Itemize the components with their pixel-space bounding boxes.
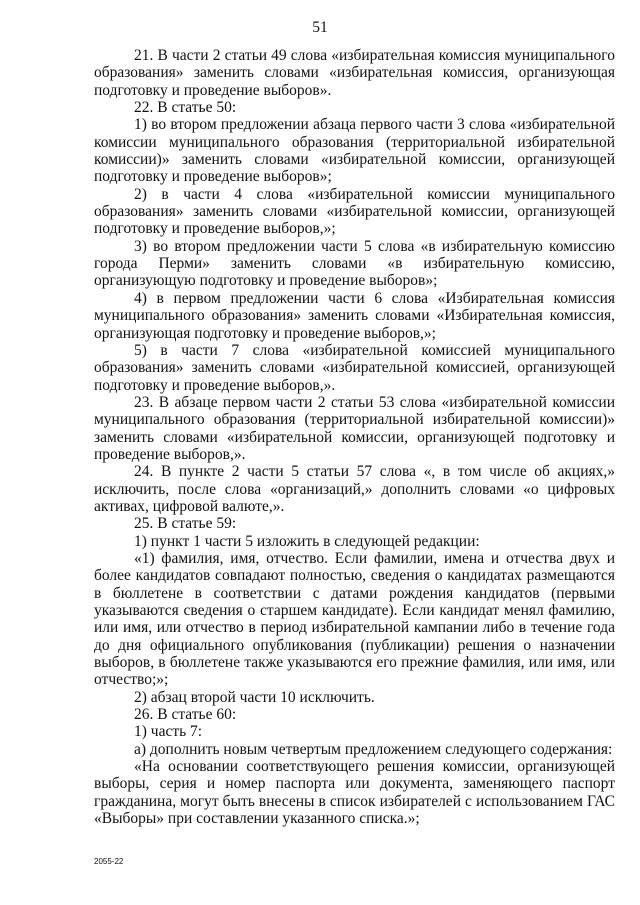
paragraph-22-item-1: 1) во втором предложении абзаца первого части 3 слова «избирательной комиссии муниципального образования (территориальной избирательной комиссии)» заменить словами «избирательной комиссии, организующей подготовку и проведение выборов»; [94, 116, 615, 186]
paragraph-21: 21. В части 2 статьи 49 слова «избирательная комиссия муниципального образования» заменить словами «избирательная комиссия, организующая подготовку и проведение выборов». [94, 47, 615, 99]
paragraph-22-item-2: 2) в части 4 слова «избирательной комиссии муниципального образования» заменить словами «избирательной комиссии, организующей подготовку и проведение выборов,»; [94, 185, 615, 238]
paragraph-22-heading: 22. В статье 50: [134, 99, 237, 117]
paragraph-23: 23. В абзаце первом части 2 статьи 53 слова «избирательной комиссии муниципального образования (территориальной избирательной комиссии)» заменить словами «избирательной комиссии, организующей подготовку и проведение выборов,». [94, 393, 615, 463]
paragraph-24: 24. В пункте 2 части 5 статьи 57 слова «, в том числе об акциях,» исключить, после слова «организаций,» дополнить словами «о цифровых активах, цифровой валюте,». [94, 463, 615, 515]
paragraph-22-item-3: 3) во втором предложении части 5 слова «в избирательную комиссию города Перми» заменить словами «в избирательную комиссию, организующую подготовку и проведение выборов»; [94, 237, 615, 290]
paragraph-25-item-2: 2) абзац второй части 10 исключить. [134, 688, 375, 706]
paragraph-22-item-5: 5) в части 7 слова «избирательной комиссией муниципального образования» заменить словами «избирательной комиссией, организующей подготовку и проведение выборов,». [94, 341, 615, 394]
paragraph-26-subitem-a: а) дополнить новым четвертым предложением следующего содержания: [134, 740, 613, 758]
paragraph-26-item-1: 1) часть 7: [134, 723, 203, 741]
document-body [94, 47, 615, 827]
paragraph-25-heading: 25. В статье 59: [134, 515, 237, 533]
paragraph-25-quote: «1) фамилия, имя, отчество. Если фамилии, имена и отчества двух и более кандидатов совпадают полностью, сведения о кандидатах размещаются в бюллетене в соответствии с датами рождения кандидатов (первыми указываются сведения о старшем кандидате). Если кандидат менял фамилию, или имя, или отчество в период избирательной кампании либо в течение года до дня официального опубликования (публикации) решения о назначении выборов, в бюллетене также указываются его прежние фамилия, или имя, или отчество;»; [94, 549, 615, 689]
footer-document-code: 2055-22 [94, 857, 124, 866]
paragraph-25-item-1: 1) пункт 1 части 5 изложить в следующей редакции: [134, 532, 480, 550]
paragraph-26-heading: 26. В статье 60: [134, 706, 237, 724]
page-number: 51 [312, 19, 328, 36]
paragraph-26-quote: «На основании соответствующего решения комиссии, организующей выборы, серия и номер паспорта или документа, заменяющего паспорт гражданина, могут быть внесены в список избирателей с использованием ГАС «Выборы» при составлении указанного списка.»; [94, 758, 615, 828]
paragraph-22-item-4: 4) в первом предложении части 6 слова «Избирательная комиссия муниципального образования» заменить словами «Избирательная комиссия, организующая подготовку и проведение выборов,»; [94, 289, 615, 342]
